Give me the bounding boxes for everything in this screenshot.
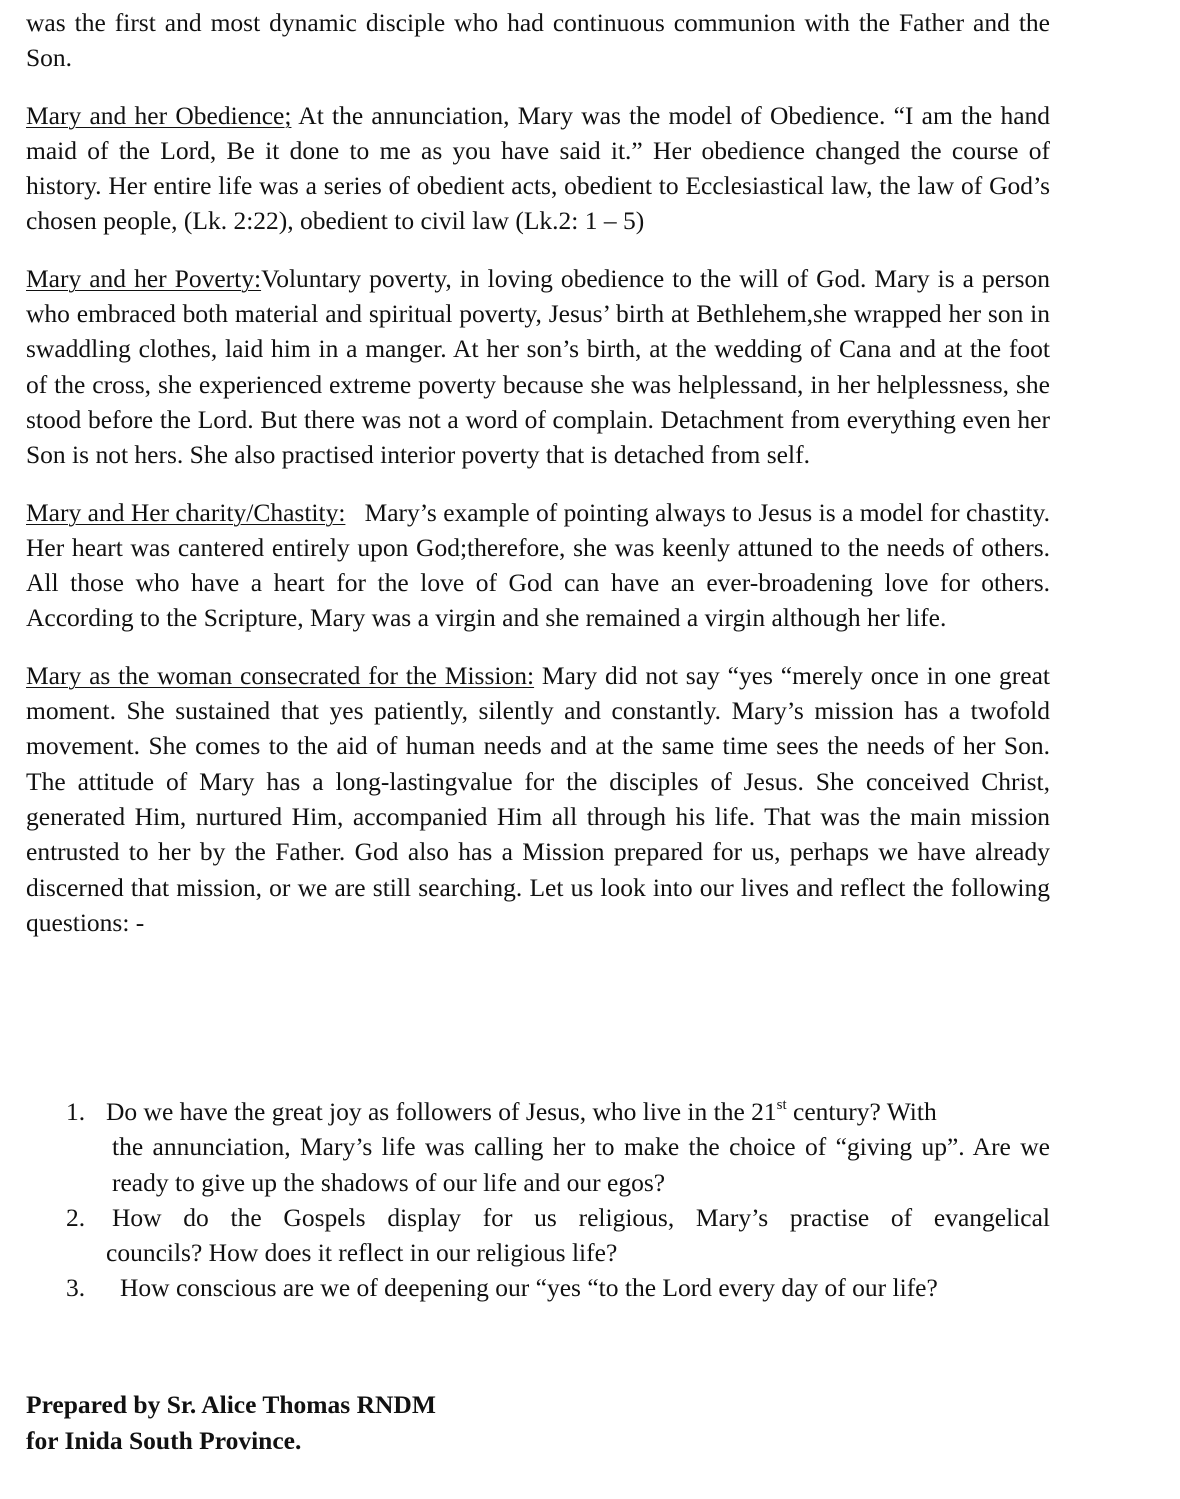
question-item [26,1200,1050,1271]
obedience-heading: Mary and her Obedience; [26,100,292,130]
question-text: How conscious are we of deepening our “yes “to the Lord every day of our life? [120,1273,938,1303]
question-number: 3. [66,1273,86,1303]
question-item [26,1270,1050,1305]
mission-heading: Mary as the woman consecrated for the Mission: [26,660,535,690]
mission-body: Mary did not say “yes “merely once in one great moment. She sustained that yes patiently, silently and constantly. Mary’s mission has a twofold movement. She comes to the aid of human needs and at the same time sees the needs of her Son. The attitude of Mary has a long-lastingvalue for the disciples of Jesus. She conceived Christ, generated Him, nurtured Him, accompanied Him all through his life. That was the main mission entrusted to her by the Father. God also has a Mission prepared for us, perhaps we have already discerned that mission, or we are still searching. Let us look into our lives and reflect the following questions: - [26,660,1050,937]
question-text-continued: the annunciation, Mary’s life was calling her to make the choice of “giving up”. Are we ready to give up the shadows of our life and our egos? [112,1132,1050,1197]
ordinal-suffix: st [776,1097,787,1113]
charity-paragraph [26,495,1057,636]
province-line: for Inida South Province. [26,1426,302,1455]
question-text: How do the Gospels display for us religious, Mary’s practise of evangelical [112,1202,1050,1232]
intro-paragraph [26,5,1050,76]
obedience-body: At the annunciation, Mary was the model of Obedience. “I am the hand maid of the Lord, Be it done to me as you have said it.” Her obedience changed the course of history. Her entire life was a series of obedient acts, obedient to Ecclesiastical law, the law of God’s chosen people, (Lk. 2:22), obedient to civil law (Lk.2: 1 – 5) [26,100,1051,236]
charity-body: Mary’s example of pointing always to Jesus is a model for chastity. Her heart was cantered entirely upon God;therefore, she was keenly attuned to the needs of others. All those who have a heart for the love of God can have an ever-broadening love for others. According to the Scripture, Mary was a virgin and she remained a virgin although her life. [26,497,1057,633]
mission-paragraph [26,658,1050,940]
poverty-body: Voluntary poverty, in loving obedience to the will of God. Mary is a person who embraced both material and spiritual poverty, Jesus’ birth at Bethlehem,she wrapped her son in swaddling clothes, laid him in a manger. At her son’s birth, at the wedding of Cana and at the foot of the cross, she experienced extreme poverty because she was helplessand, in her helplessness, she stood before the Lord. But there was not a word of complain. Detachment from everything even her Son is not hers. She also practised interior poverty that is detached from self. [26,263,1050,470]
charity-heading: Mary and Her charity/Chastity: [26,497,346,527]
question-number: 2. [66,1202,86,1232]
intro-text: was the first and most dynamic disciple who had continuous communion with the Father and the Son. [26,8,1050,73]
obedience-paragraph [26,98,1050,239]
question-text-part: Do we have the great joy as followers of Jesus, who live in the 21 [106,1097,777,1126]
prepared-by-line: Prepared by Sr. Alice Thomas RNDM [26,1390,436,1419]
question-text-continued: councils? How does it reflect in our religious life? [106,1238,618,1268]
document-body [26,5,1057,940]
poverty-paragraph [26,261,1050,473]
question-text [106,1094,1050,1129]
poverty-heading: Mary and her Poverty: [26,263,262,293]
reflection-questions-list [26,1094,1050,1306]
author-signature-block [26,1387,436,1459]
question-number: 1. [66,1097,86,1126]
question-text-part: century? With [786,1097,937,1126]
question-item [26,1094,1050,1200]
